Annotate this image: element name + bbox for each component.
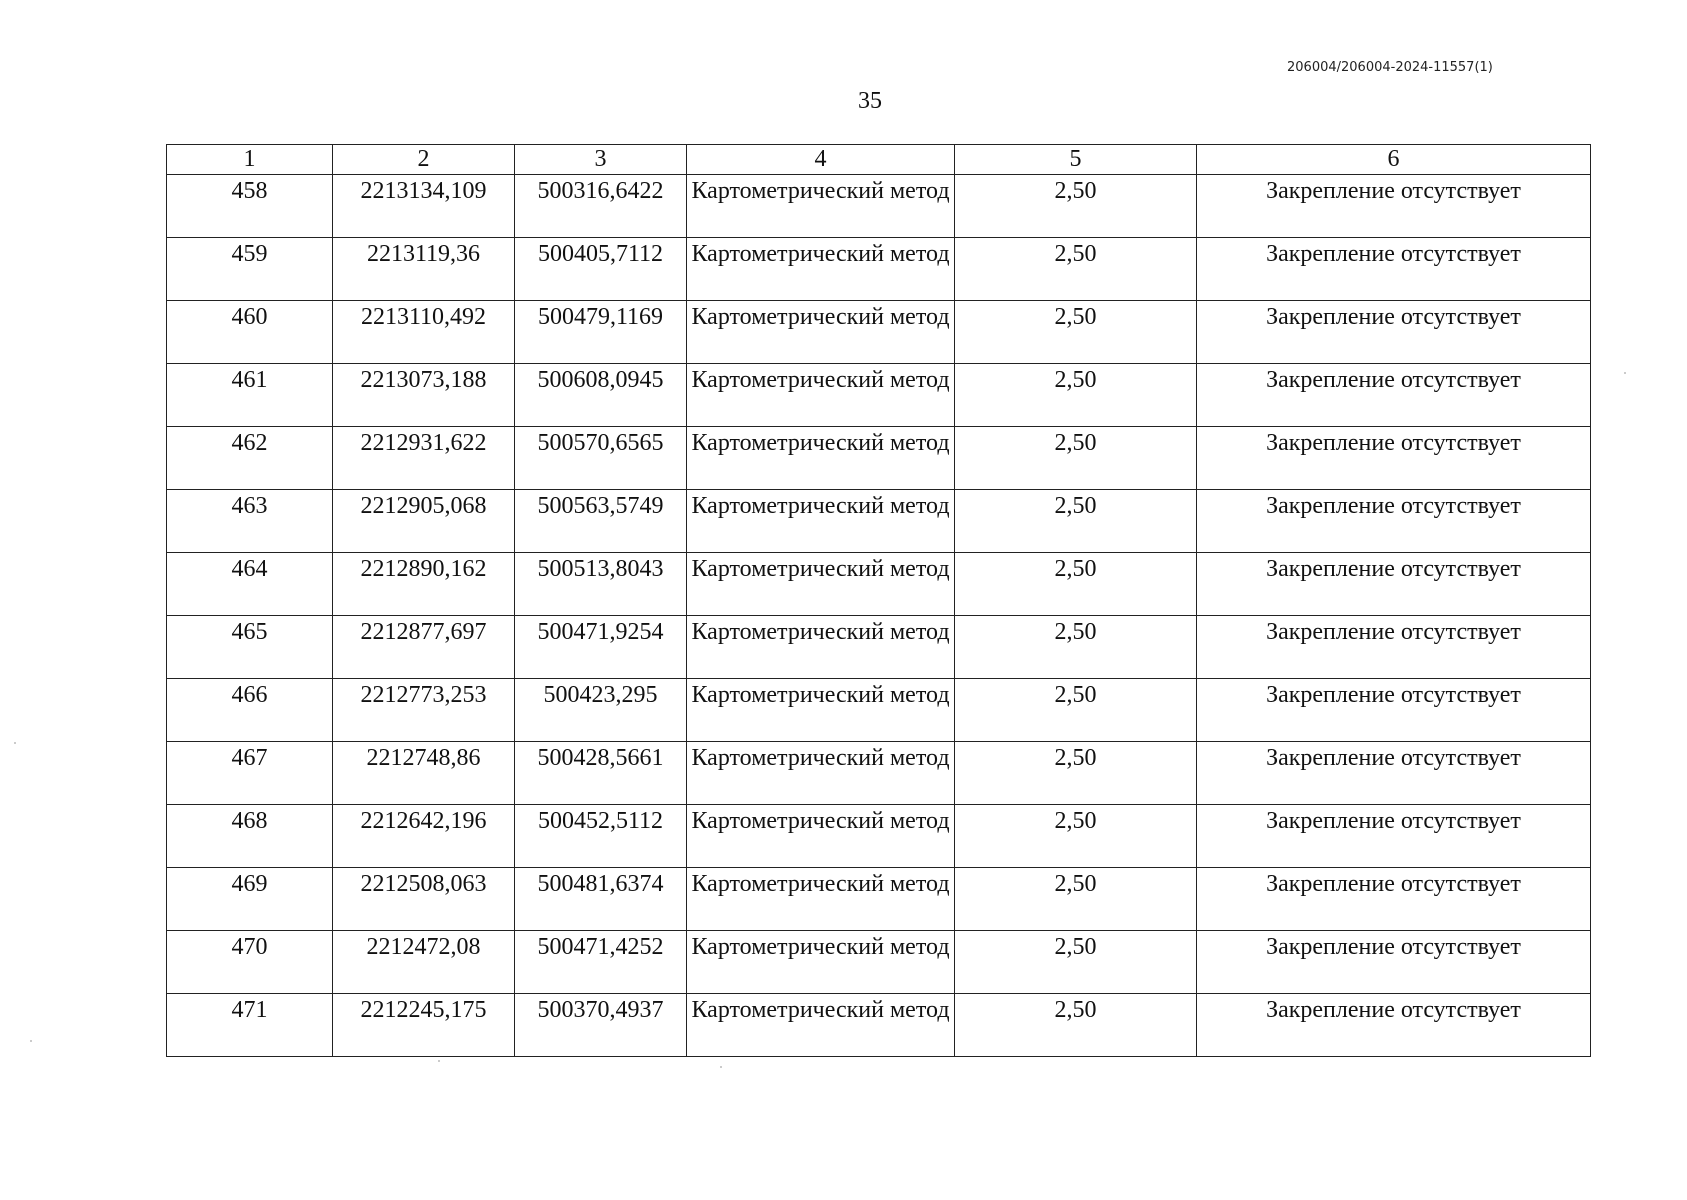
marking-cell: Закрепление отсутствует (1197, 301, 1591, 364)
marking-cell: Закрепление отсутствует (1197, 994, 1591, 1057)
method-cell: Картометрический метод (687, 742, 955, 805)
y-coordinate-cell: 500471,9254 (515, 616, 687, 679)
method-cell: Картометрический метод (687, 994, 955, 1057)
x-coordinate-cell: 2212245,175 (333, 994, 515, 1057)
table-row (167, 679, 1591, 742)
point-number-cell: 462 (167, 427, 333, 490)
column-header: 1 (167, 145, 333, 175)
table-row (167, 994, 1591, 1057)
table-row (167, 742, 1591, 805)
table-row (167, 553, 1591, 616)
table-row (167, 805, 1591, 868)
accuracy-cell: 2,50 (955, 616, 1197, 679)
point-number-cell: 468 (167, 805, 333, 868)
accuracy-cell: 2,50 (955, 553, 1197, 616)
point-number-cell: 464 (167, 553, 333, 616)
accuracy-cell: 2,50 (955, 238, 1197, 301)
point-number-cell: 466 (167, 679, 333, 742)
marking-cell: Закрепление отсутствует (1197, 805, 1591, 868)
marking-cell: Закрепление отсутствует (1197, 238, 1591, 301)
marking-cell: Закрепление отсутствует (1197, 490, 1591, 553)
accuracy-cell: 2,50 (955, 679, 1197, 742)
x-coordinate-cell: 2213110,492 (333, 301, 515, 364)
marking-cell: Закрепление отсутствует (1197, 868, 1591, 931)
accuracy-cell: 2,50 (955, 427, 1197, 490)
y-coordinate-cell: 500471,4252 (515, 931, 687, 994)
method-cell: Картометрический метод (687, 805, 955, 868)
point-number-cell: 471 (167, 994, 333, 1057)
table-row (167, 238, 1591, 301)
method-cell: Картометрический метод (687, 175, 955, 238)
x-coordinate-cell: 2212931,622 (333, 427, 515, 490)
table-row (167, 175, 1591, 238)
point-number-cell: 463 (167, 490, 333, 553)
method-cell: Картометрический метод (687, 616, 955, 679)
column-header: 2 (333, 145, 515, 175)
point-number-cell: 458 (167, 175, 333, 238)
method-cell: Картометрический метод (687, 238, 955, 301)
table-row (167, 616, 1591, 679)
marking-cell: Закрепление отсутствует (1197, 616, 1591, 679)
table-row (167, 364, 1591, 427)
point-number-cell: 461 (167, 364, 333, 427)
scan-speck (1624, 372, 1626, 374)
x-coordinate-cell: 2212748,86 (333, 742, 515, 805)
y-coordinate-cell: 500405,7112 (515, 238, 687, 301)
x-coordinate-cell: 2212773,253 (333, 679, 515, 742)
method-cell: Картометрический метод (687, 490, 955, 553)
method-cell: Картометрический метод (687, 427, 955, 490)
y-coordinate-cell: 500452,5112 (515, 805, 687, 868)
table-row (167, 868, 1591, 931)
x-coordinate-cell: 2213073,188 (333, 364, 515, 427)
y-coordinate-cell: 500423,295 (515, 679, 687, 742)
accuracy-cell: 2,50 (955, 868, 1197, 931)
method-cell: Картометрический метод (687, 301, 955, 364)
table-header-row (167, 145, 1591, 175)
table-row (167, 301, 1591, 364)
x-coordinate-cell: 2212508,063 (333, 868, 515, 931)
x-coordinate-cell: 2212905,068 (333, 490, 515, 553)
x-coordinate-cell: 2213134,109 (333, 175, 515, 238)
point-number-cell: 459 (167, 238, 333, 301)
x-coordinate-cell: 2212890,162 (333, 553, 515, 616)
x-coordinate-cell: 2212877,697 (333, 616, 515, 679)
table-row (167, 427, 1591, 490)
scan-speck (438, 1060, 440, 1062)
accuracy-cell: 2,50 (955, 742, 1197, 805)
table-body (167, 175, 1591, 1057)
method-cell: Картометрический метод (687, 931, 955, 994)
y-coordinate-cell: 500316,6422 (515, 175, 687, 238)
scan-speck (30, 1040, 32, 1042)
x-coordinate-cell: 2213119,36 (333, 238, 515, 301)
table-row (167, 490, 1591, 553)
scan-speck (14, 742, 16, 744)
accuracy-cell: 2,50 (955, 931, 1197, 994)
column-header: 6 (1197, 145, 1591, 175)
y-coordinate-cell: 500479,1169 (515, 301, 687, 364)
y-coordinate-cell: 500370,4937 (515, 994, 687, 1057)
document-id: 206004/206004-2024-11557(1) (1287, 60, 1493, 75)
marking-cell: Закрепление отсутствует (1197, 175, 1591, 238)
point-number-cell: 465 (167, 616, 333, 679)
marking-cell: Закрепление отсутствует (1197, 931, 1591, 994)
point-number-cell: 467 (167, 742, 333, 805)
column-header: 3 (515, 145, 687, 175)
accuracy-cell: 2,50 (955, 175, 1197, 238)
y-coordinate-cell: 500563,5749 (515, 490, 687, 553)
coordinates-table (166, 144, 1591, 1057)
y-coordinate-cell: 500428,5661 (515, 742, 687, 805)
scan-speck (720, 1066, 722, 1068)
marking-cell: Закрепление отсутствует (1197, 427, 1591, 490)
table-row (167, 931, 1591, 994)
point-number-cell: 460 (167, 301, 333, 364)
method-cell: Картометрический метод (687, 868, 955, 931)
accuracy-cell: 2,50 (955, 805, 1197, 868)
column-header: 5 (955, 145, 1197, 175)
marking-cell: Закрепление отсутствует (1197, 364, 1591, 427)
accuracy-cell: 2,50 (955, 364, 1197, 427)
x-coordinate-cell: 2212642,196 (333, 805, 515, 868)
marking-cell: Закрепление отсутствует (1197, 553, 1591, 616)
accuracy-cell: 2,50 (955, 301, 1197, 364)
y-coordinate-cell: 500513,8043 (515, 553, 687, 616)
point-number-cell: 470 (167, 931, 333, 994)
accuracy-cell: 2,50 (955, 994, 1197, 1057)
point-number-cell: 469 (167, 868, 333, 931)
marking-cell: Закрепление отсутствует (1197, 742, 1591, 805)
method-cell: Картометрический метод (687, 364, 955, 427)
method-cell: Картометрический метод (687, 553, 955, 616)
x-coordinate-cell: 2212472,08 (333, 931, 515, 994)
y-coordinate-cell: 500481,6374 (515, 868, 687, 931)
page-number: 35 (858, 88, 882, 114)
accuracy-cell: 2,50 (955, 490, 1197, 553)
y-coordinate-cell: 500570,6565 (515, 427, 687, 490)
method-cell: Картометрический метод (687, 679, 955, 742)
marking-cell: Закрепление отсутствует (1197, 679, 1591, 742)
y-coordinate-cell: 500608,0945 (515, 364, 687, 427)
column-header: 4 (687, 145, 955, 175)
